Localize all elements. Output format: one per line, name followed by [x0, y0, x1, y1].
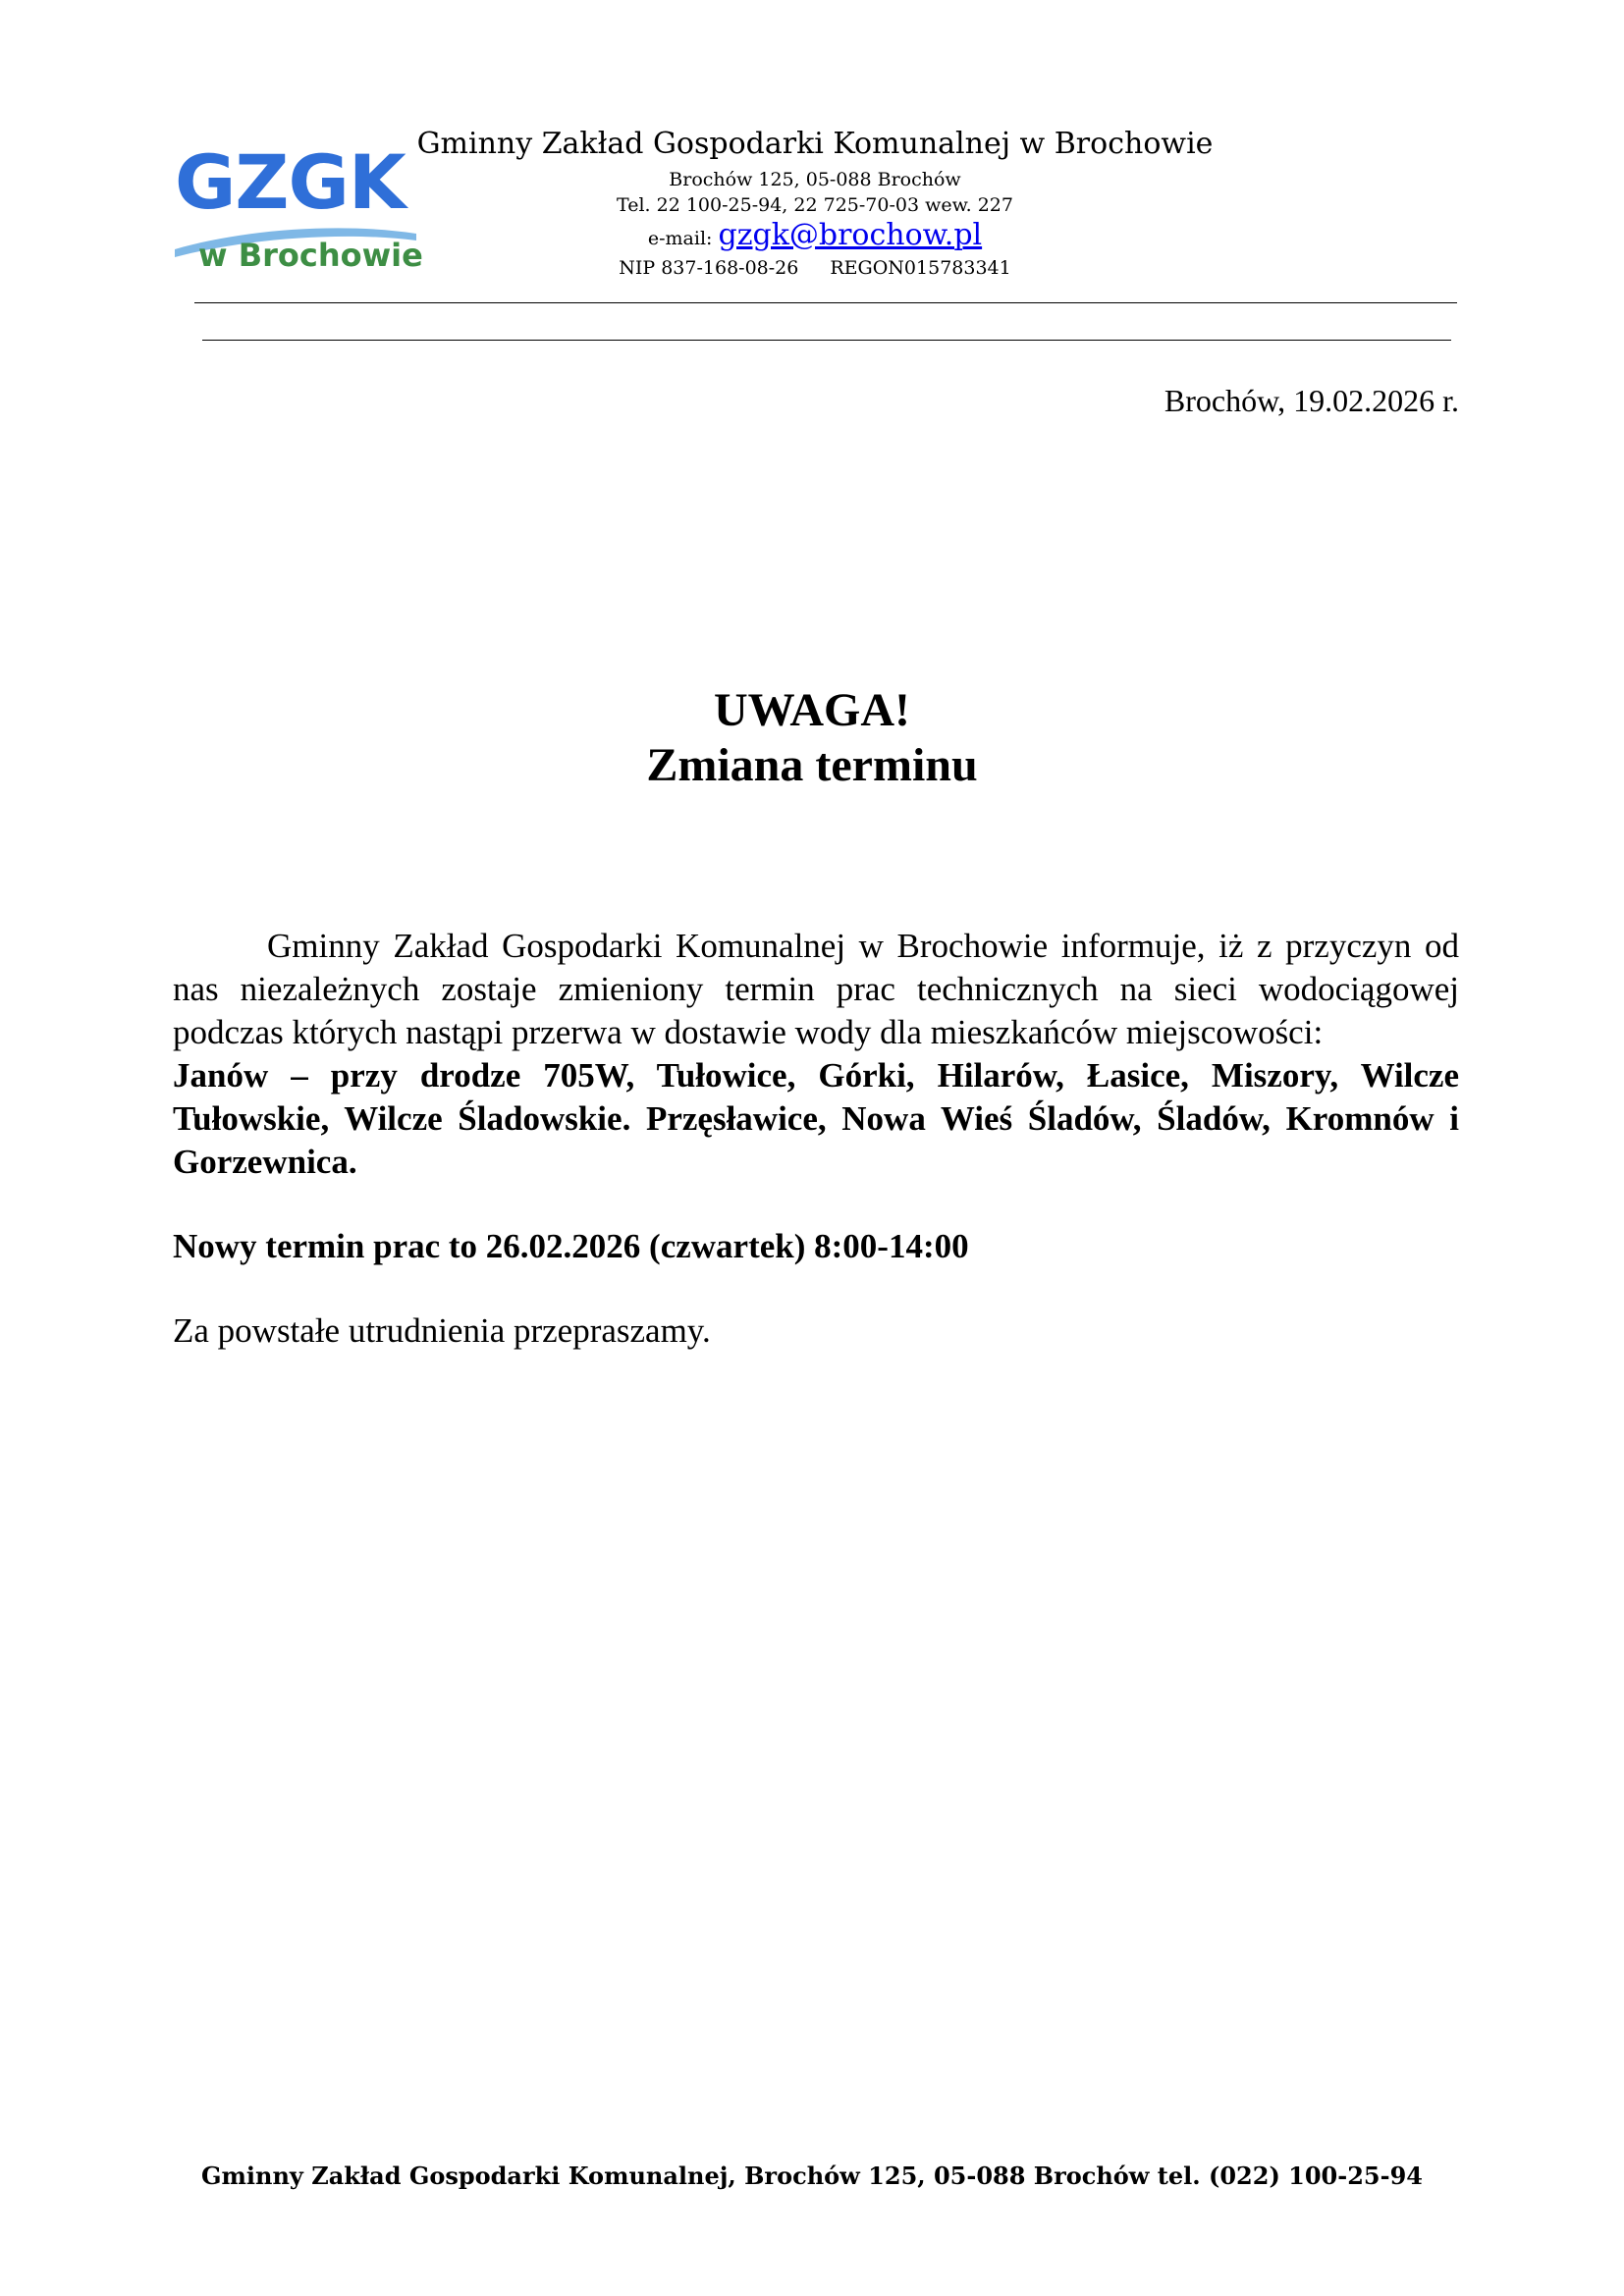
company-email-line: [412, 218, 1218, 256]
apology-line: Za powstałe utrudnienia przepraszamy.: [173, 1311, 711, 1350]
logo-subtext: w Brochowie: [198, 237, 423, 274]
notice-title: [0, 683, 1624, 793]
title-subject: Zmiana terminu: [646, 739, 978, 791]
header-divider-top: [194, 302, 1457, 303]
document-date: Brochów, 19.02.2026 r.: [1164, 383, 1459, 418]
letterhead: [412, 126, 1218, 280]
company-address: Brochów 125, 05-088 Brochów: [669, 169, 961, 190]
notice-body: [173, 925, 1459, 1353]
page-footer: Gminny Zakład Gospodarki Komunalnej, Brochów 125, 05-088 Brochów tel. (022) 100-25-94: [201, 2162, 1423, 2190]
company-phones: Tel. 22 100-25-94, 22 725-70-03 wew. 227: [617, 194, 1013, 216]
header-divider-bottom: [202, 340, 1451, 341]
company-name: Gminny Zakład Gospodarki Komunalnej w Brochowie: [416, 127, 1214, 161]
nip-number: NIP 837-168-08-26: [619, 257, 799, 279]
intro-paragraph: Gminny Zakład Gospodarki Komunalnej w Brochowie informuje, iż z przyczyn od nas niezależnych zostaje zmieniony termin prac technicznych na sieci wodociągowej podczas których nastąpi przerwa w dostawie wody dla mieszkańców miejscowości:: [173, 927, 1459, 1051]
email-link[interactable]: gzgk@brochow.pl: [718, 218, 983, 252]
email-label: e-mail:: [647, 228, 713, 249]
localities-list: Janów – przy drodze 705W, Tułowice, Górki, Hilarów, Łasice, Miszory, Wilcze Tułowskie, Wilcze Śladowskie. Przęsławice, Nowa Wieś Śladów, Śladów, Kromnów i Gorzewnica.: [173, 1056, 1459, 1181]
company-ids: [412, 256, 1218, 280]
regon-number: REGON015783341: [830, 257, 1011, 279]
title-warning: UWAGA!: [714, 684, 910, 736]
new-date-line: Nowy termin prac to 26.02.2026 (czwartek) 8:00-14:00: [173, 1227, 969, 1265]
logo-wordmark: GZGK: [175, 138, 406, 226]
gzgk-logo: [175, 138, 423, 283]
